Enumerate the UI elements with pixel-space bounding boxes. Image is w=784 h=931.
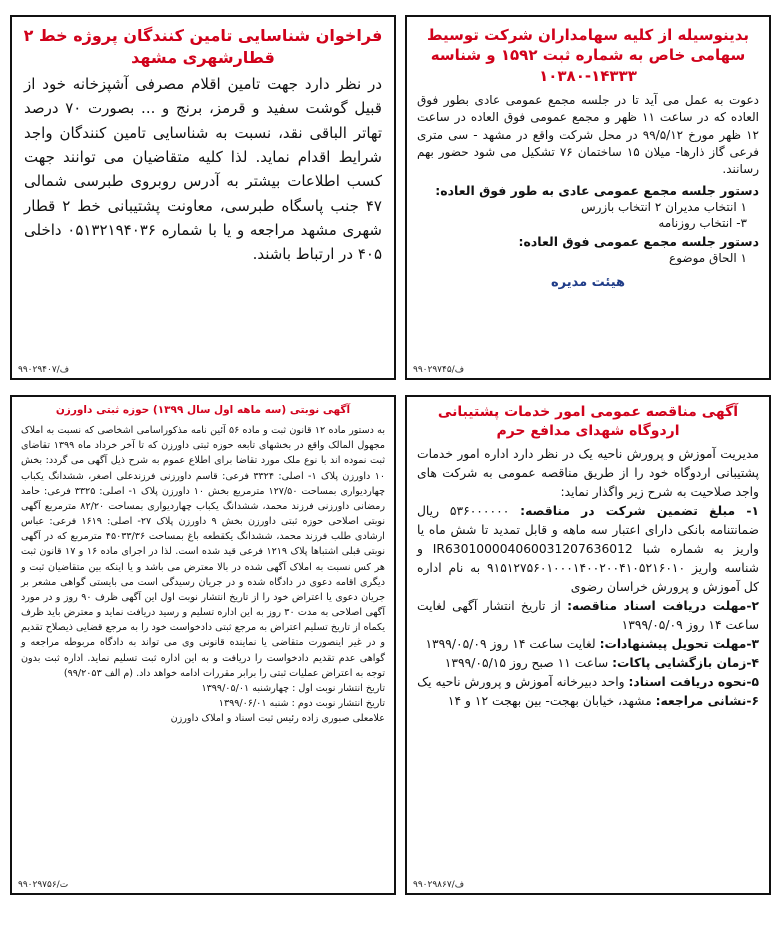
- item-label: ۵-نحوه دریافت اسناد:: [628, 675, 759, 690]
- agenda-row: ۱ انتخاب مدیران ۲ انتخاب بازرس: [580, 199, 747, 214]
- ad-code: ۹۹۰۲۹۷۵۶/ت: [18, 880, 69, 890]
- item-label: ۴-زمان بازگشایی پاکات:: [612, 656, 759, 671]
- agenda-row: ۱ الحاق موضوع: [669, 250, 747, 265]
- call-title: فراخوان شناسایی تامین کنندگان پروژه خط ۲ قطارشهری مشهد: [23, 26, 383, 67]
- agenda-heading-ordinary: دستور جلسه مجمع عمومی عادی به طور فوق العاده:: [435, 182, 759, 198]
- tender-intro: مدیریت آموزش و پرورش ناحیه یک در نظر دارد اداره امور خدمات پشتیبانی اردوگاه خود را از طریق مناقصه عمومی به شرکت های واجد صلاحیت به شرح زیر واگذار نماید:: [417, 446, 759, 499]
- call-body: در نظر دارد جهت تامین اقلام مصرفی آشپزخانه خود از قبیل گوشت سفید و قرمز، برنج و ... بصورت ۷۰ درصد تهاتر الباقی نقد، نسبت به شناسایی تامین کنندگان واجد شرایط اقدام نماید. لذا کلیه متقاضیان می توانند جهت کسب اطلاعات بیشتر به آدرس روبروی طبرسی شمالی ۴۷ جنب پاسگاه طبرسی، معاونت پشتیبانی خط ۲ قطار شهری مشهد مراجعه و یا با شماره ۰۵۱۳۲۱۹۴۰۳۶ داخلی ۴۰۵ در ارتباط باشند.: [24, 75, 382, 264]
- shareholders-meeting-notice: [405, 15, 771, 380]
- item-value: واحد دبیرخانه آموزش و پرورش ناحیه یک: [417, 675, 625, 690]
- item-label: ۶-نشانی مراجعه:: [655, 694, 759, 709]
- item-label: ۱- مبلغ تضمین شرکت در مناقصه:: [520, 503, 759, 518]
- item-value: ۵۳۶۰۰۰۰۰۰ ریال ضمانتنامه بانکی دارای اعتبار سه ماهه و قابل تمدید تا شش ماه یا واریز به شماره شبا IR630100004060031207636012 و شناسه واریز ۹۱۵۱۲۷۵۶۰۱۰۰۰۱۴۰۰۲۰۰۴۱۰۵۲۱۶۰۱۰ به نام اداره کل آموزش و پرورش خراسان رضوی: [417, 503, 759, 595]
- tender-notice: [405, 395, 771, 895]
- tender-title: آگهی مناقصه عمومی امور خدمات پشتیبانی اردوگاه شهدای مدافع حرم: [437, 404, 739, 439]
- notice-title: بدینوسیله از کلیه سهامداران شرکت توسیط سهامی خاص به شماره ثبت ۱۵۹۲ و شناسه ۱۴۳۳۳-۱۰۳۸۰: [426, 26, 750, 85]
- publish-date-second: تاریخ انتشار نوبت دوم : شنبه ۱۳۹۹/۰۶/۰۱: [218, 697, 385, 709]
- tender-item-6: [417, 692, 759, 711]
- tender-item-5: [417, 673, 759, 692]
- tender-item-1: [417, 502, 759, 597]
- item-value: مشهد، خیابان بهجت- بین بهجت ۱۲ و ۱۴: [447, 694, 652, 709]
- item-value: لغایت ساعت ۱۴ روز ۱۳۹۹/۰۵/۰۹: [425, 637, 596, 652]
- item-label: ۳-مهلت تحویل پیشنهادات:: [599, 637, 759, 652]
- board-signature: هیئت مدیره: [550, 274, 626, 290]
- item-label: ۲-مهلت دریافت اسناد مناقصه:: [567, 599, 759, 614]
- registration-body: به دستور ماده ۱۲ قانون ثبت و ماده ۵۶ آئین نامه مذکوراسامی اشخاصی که نسبت به املاک مجهول المالک واقع در بخشهای تابعه حوزه ثبتی داورزن که تا آخر خرداد ماه ۱۳۹۹ تقاضای ثبت نموده اند با نوع ملک مورد تقاضا برای اطلاع عموم به شرح ذیل آگهی می گردد: بخش ۱۰ داورزن پلاک ۱- اصلی: ۳۳۲۴ فرعی: قاسم داورزنی فرزندعلی اصغر، ششدانگ یکباب چهاردیواری بمساحت ۱۲۷/۵۰ مترمربع بخش ۱۰ داورزن پلاک ۱- اصلی: ۳۳۲۵ فرعی: حامد رمضانی داورزنی فرزند محمد، ششدانگ یکباب چهاردیواری بمساحت ۸۲/۲۰ مترمربع آگهی نوبتی اصلاحی حوزه ثبتی داورزن بخش ۹ داورزن پلاک ۲۷- اصلی: ۱۶۱۹ فرعی: عباس ارشادی طلب فرزند محمد، ششدانگ یکقطعه باغ بمساحت ۴۵۰۳۳/۳۶ مترمربع که در آگهی نوبتی قبلی اشتباها پلاک ۱۲۱۹ فرعی قید شده است. لذا در اجرای ماده ۱۶ و ۱۷ قانون ثبت هر کس نسبت به املاک آگهی شده در بالا معترض می باشد و یا اینکه بین متقاضیان ثبت و دیگری اقامه دعوی در دادگاه شده و در جریان رسیدگی است می بایستی گواهی مشعر بر جریان دعوی یا اعتراض خود را از تاریخ انتشار نوبت اول این آگهی ظرف ۹۰ روز و در مورد آگهی اصلاحی به مدت ۳۰ روز به این اداره تسلیم و رسید دریافت نماید و معترض باید ظرف یکماه از تاریخ تسلیم اعتراض به مرجع ثبتی دادخواست خود را به مرجع قضایی ذیصلاح تقدیم و در غیر اینصورت متقاضی یا نماینده قانونی وی می تواند به دادگاه مربوطه مراجعه و گواهی عدم تقدیم دادخواست را دریافت و به این اداره ثبت تسلیم نماید. اداره ثبت بدون توجه به اعتراض عملیات ثبتی را برابر مقررات ادامه خواهد داد. (م الف ۹۹/۲۰۵۳): [21, 425, 386, 679]
- agenda-row: ۳- انتخاب روزنامه: [658, 215, 747, 230]
- registration-notice: [10, 395, 396, 895]
- tender-item-3: [417, 635, 759, 654]
- ad-code: ۹۹۰۲۹۴۰۷/ف: [18, 365, 70, 375]
- agenda-heading-extraordinary: دستور جلسه مجمع عمومی فوق العاده:: [518, 233, 759, 249]
- tender-item-4: [417, 654, 759, 673]
- signer-name: علامعلی صبوری زاده رئیس ثبت اسناد و املاک داورزن: [170, 713, 385, 725]
- supplier-identification-call: [10, 15, 396, 380]
- publish-date-first: تاریخ انتشار نوبت اول : چهارشنبه ۱۳۹۹/۰۵/۰۱: [201, 682, 385, 694]
- tender-item-2: [417, 597, 759, 635]
- ad-code: ۹۹۰۲۹۸۶۷/ف: [413, 880, 465, 890]
- registration-title: آگهی نوبتی (سه ماهه اول سال ۱۳۹۹) حوزه ثبتی داورزن: [55, 404, 351, 416]
- notice-body: دعوت به عمل می آید تا در جلسه مجمع عمومی عادی بطور فوق العاده که در ساعت ۱۱ ظهر و مجمع عمومی فوق العاده در ساعت ۱۲ ظهر مورخ ۹۹/۵/۱۲ در محل شرکت واقع در مشهد - سی متری فرعی گاز ذارها- میلان ۱۵ ساختمان ۷۶ تشکیل می شود حضور بهم رسانند.: [417, 92, 760, 177]
- ad-code: ۹۹۰۲۹۷۴۵/ف: [413, 365, 465, 375]
- item-value: ساعت ۱۱ صبح روز ۱۳۹۹/۰۵/۱۵: [444, 656, 609, 671]
- item-value: از تاریخ انتشار آگهی لغایت ساعت ۱۴ روز ۱۳۹۹/۰۵/۰۹: [417, 599, 759, 633]
